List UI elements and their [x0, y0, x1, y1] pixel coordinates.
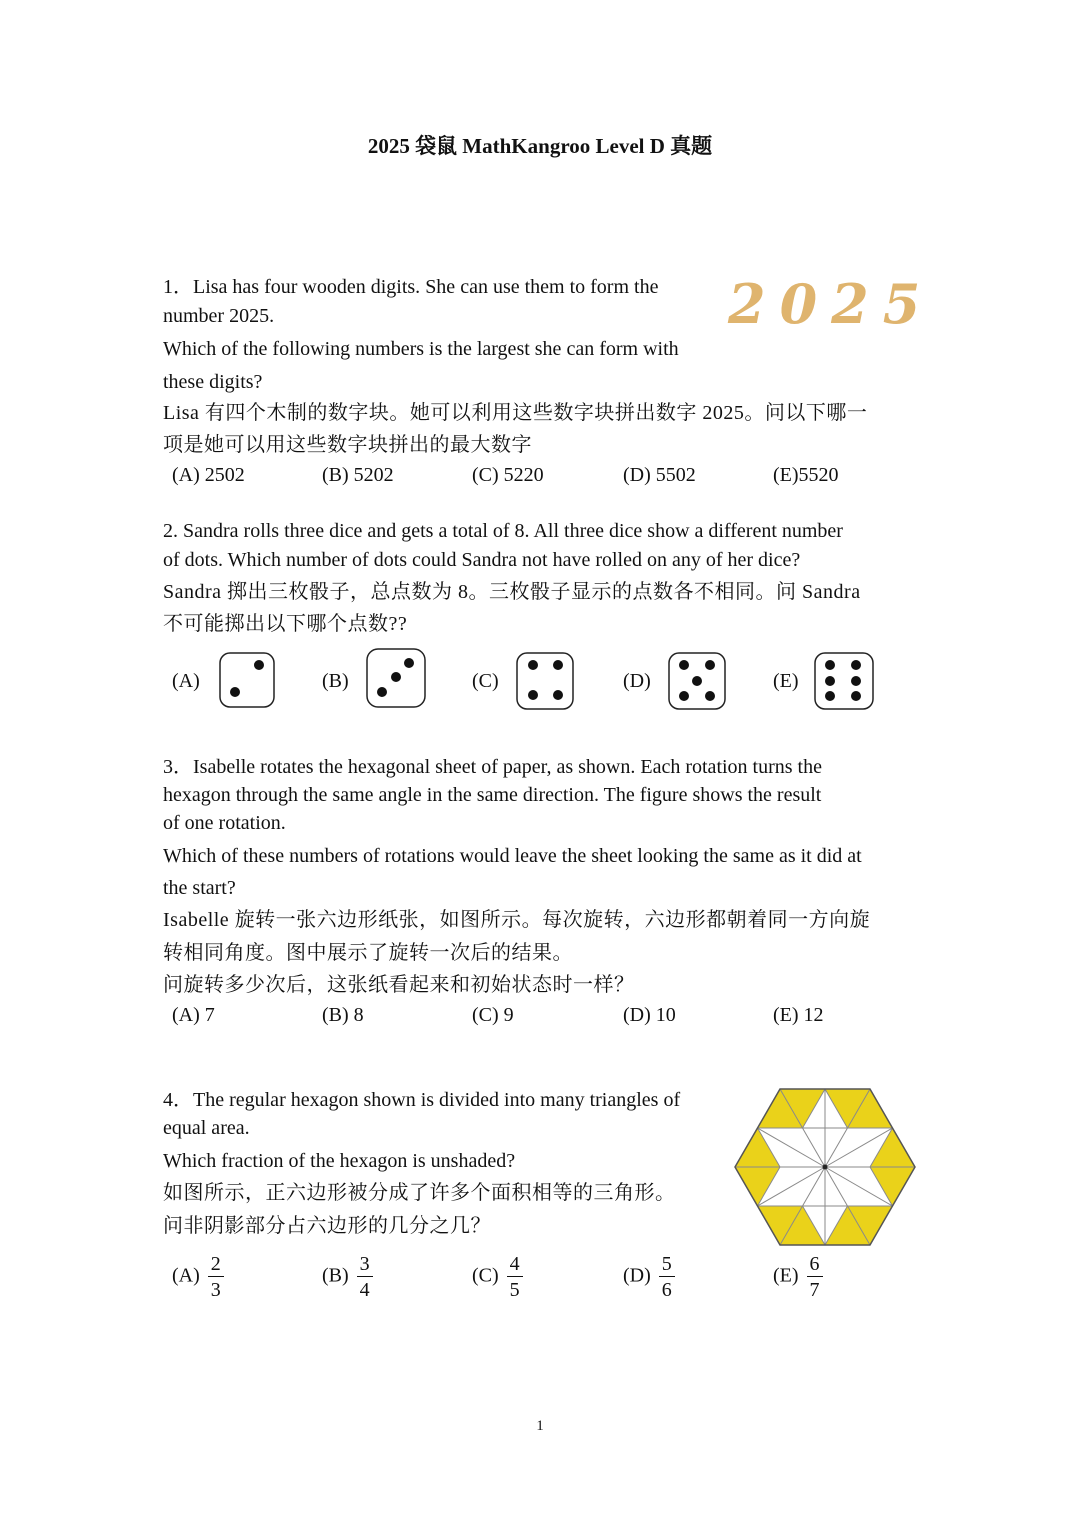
q1-text-line: 项是她可以用这些数字块拼出的最大数字 [163, 434, 532, 456]
q3-text-line: the start? [163, 877, 236, 899]
die-five-dots-icon [668, 652, 726, 710]
q4-text-line: Which fraction of the hexagon is unshaded? [163, 1150, 516, 1172]
fraction-numerator: 5 [659, 1253, 675, 1277]
fraction-numerator: 2 [208, 1253, 224, 1277]
fraction-numerator: 3 [357, 1253, 373, 1277]
q3-option-b[interactable]: (B) 8 [322, 1004, 364, 1026]
q1-text-line: Lisa 有四个木制的数字块。她可以利用这些数字块拼出数字 2025。问以下哪一 [163, 402, 868, 424]
shaded-hexagon-figure [735, 1087, 915, 1247]
q2-text-line: Sandra 掷出三枚骰子，总点数为 8。三枚骰子显示的点数各不相同。问 Sandra [163, 581, 861, 603]
fraction-denominator: 7 [809, 1279, 820, 1301]
q1-option-d[interactable]: (D) 5502 [623, 464, 696, 486]
q2-option-d-label[interactable]: (D) [623, 670, 651, 692]
q1-text-line: 1．Lisa has four wooden digits. She can use them to form the [163, 276, 659, 298]
q3-text-line: 3．Isabelle rotates the hexagonal sheet of paper, as shown. Each rotation turns the [163, 756, 822, 778]
q3-option-e[interactable]: (E) 12 [773, 1004, 824, 1026]
fraction [357, 1253, 373, 1301]
q1-option-b[interactable]: (B) 5202 [322, 464, 394, 486]
q4-option-e[interactable] [773, 1253, 823, 1301]
q1-text-line: these digits? [163, 371, 263, 393]
q2-option-e-label[interactable]: (E) [773, 670, 799, 692]
q3-option-c[interactable]: (C) 9 [472, 1004, 514, 1026]
page-number: 1 [536, 1418, 544, 1434]
q1-option-a[interactable]: (A) 2502 [172, 464, 245, 486]
die-two-dots-icon [219, 652, 275, 708]
q3-text-line: Which of these numbers of rotations would leave the sheet looking the same as it did at [163, 845, 862, 867]
die-four-dots-icon [516, 652, 574, 710]
q2-option-b-label[interactable]: (B) [322, 670, 349, 692]
fraction-denominator: 4 [359, 1279, 370, 1301]
fraction-numerator: 6 [807, 1253, 823, 1277]
q4-option-label: (B) [322, 1264, 349, 1287]
year-2025-decoration: 2025 [728, 272, 935, 336]
q4-option-label: (C) [472, 1264, 499, 1287]
q2-text-line: 2. Sandra rolls three dice and gets a total of 8. All three dice show a different number [163, 520, 843, 542]
fraction [807, 1253, 823, 1301]
fraction-numerator: 4 [507, 1253, 523, 1277]
q3-option-a[interactable]: (A) 7 [172, 1004, 215, 1026]
q4-option-d[interactable] [623, 1253, 675, 1301]
q3-option-d[interactable]: (D) 10 [623, 1004, 676, 1026]
q4-option-b[interactable] [322, 1253, 373, 1301]
q4-option-c[interactable] [472, 1253, 523, 1301]
center-point [823, 1165, 828, 1170]
fraction [659, 1253, 675, 1301]
q3-text-line: hexagon through the same angle in the same direction. The figure shows the result [163, 784, 822, 806]
q1-text-line: Which of the following numbers is the largest she can form with [163, 338, 679, 360]
fraction-denominator: 6 [661, 1279, 672, 1301]
q3-text-line: 转相同角度。图中展示了旋转一次后的结果。 [163, 942, 573, 964]
q4-text-line: equal area. [163, 1117, 250, 1139]
q4-text-line: 如图所示，正六边形被分成了许多个面积相等的三角形。 [163, 1182, 676, 1204]
q1-option-c[interactable]: (C) 5220 [472, 464, 544, 486]
fraction [208, 1253, 224, 1301]
page-title: 2025 袋鼠 MathKangroo Level D 真题 [367, 134, 713, 158]
q4-text-line: 问非阴影部分占六边形的几分之几？ [163, 1215, 491, 1237]
q3-text-line: Isabelle 旋转一张六边形纸张，如图所示。每次旋转，六边形都朝着同一方向旋 [163, 909, 871, 931]
q3-text-line: of one rotation. [163, 812, 286, 834]
q4-option-a[interactable] [172, 1253, 224, 1301]
q1-option-e[interactable]: (E)5520 [773, 464, 839, 486]
q2-option-c-label[interactable]: (C) [472, 670, 499, 692]
fraction-denominator: 5 [509, 1279, 520, 1301]
q3-text-line: 问旋转多少次后，这张纸看起来和初始状态时一样？ [163, 974, 635, 996]
die-three-dots-icon [366, 648, 426, 708]
q1-text-line: number 2025. [163, 305, 275, 327]
q4-option-label: (A) [172, 1264, 200, 1287]
q4-option-label: (D) [623, 1264, 651, 1287]
fraction [507, 1253, 523, 1301]
q2-text-line: 不可能掷出以下哪个点数?? [163, 613, 408, 635]
die-six-dots-icon [814, 652, 874, 710]
fraction-denominator: 3 [210, 1279, 221, 1301]
q4-option-label: (E) [773, 1264, 799, 1287]
q2-option-a-label[interactable]: (A) [172, 670, 200, 692]
q4-text-line: 4．The regular hexagon shown is divided into many triangles of [163, 1089, 681, 1111]
q2-text-line: of dots. Which number of dots could Sandra not have rolled on any of her dice? [163, 549, 801, 571]
